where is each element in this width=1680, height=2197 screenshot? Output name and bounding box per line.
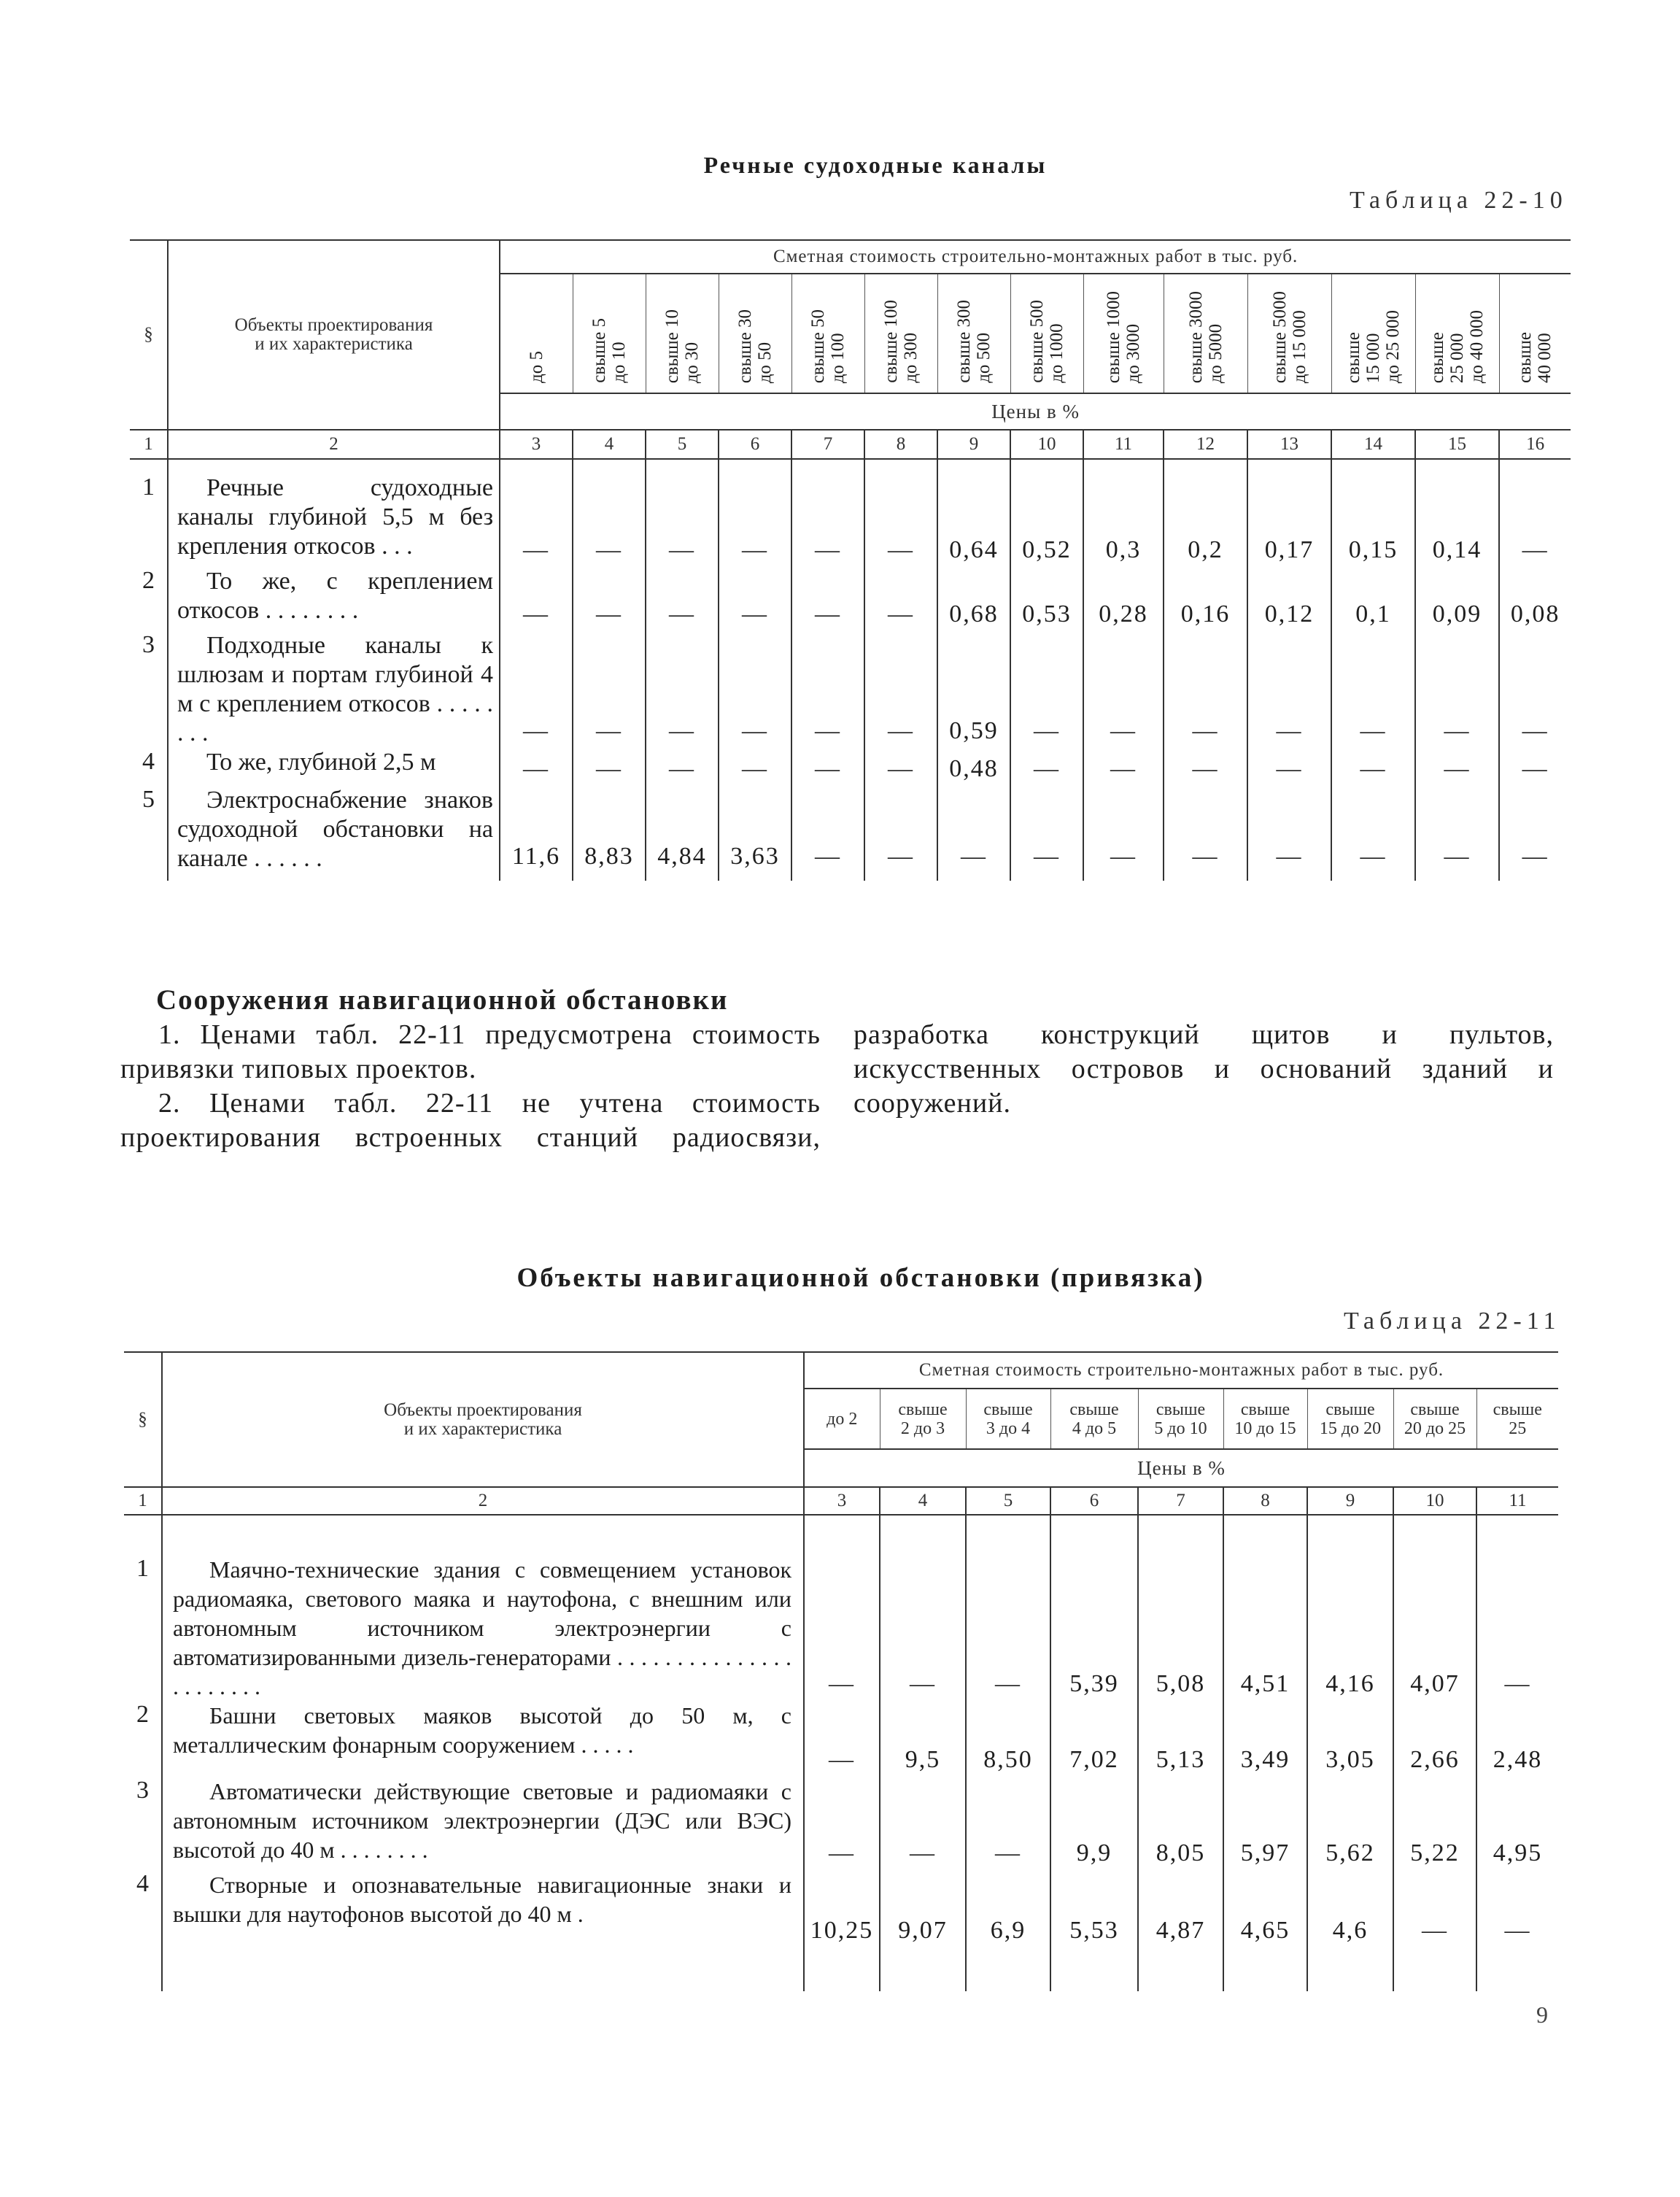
t2-row-description-cell <box>162 1701 804 1777</box>
t2-spacer-cell <box>804 1947 880 1991</box>
t1-value: — <box>500 474 573 567</box>
t1-value: — <box>719 748 791 786</box>
t1-col-number: 8 <box>864 430 937 459</box>
t2-col-number: 6 <box>1050 1487 1138 1515</box>
t1-row-description: То же, с креплением откосов . . . . . . . . <box>177 568 493 624</box>
table2-prices-header: Цены в % <box>804 1449 1558 1487</box>
t2-value: 4,07 <box>1393 1555 1476 1701</box>
t2-col-header <box>966 1389 1050 1449</box>
t1-col-header-text: свыше 25 000 до 40 000 <box>1428 309 1487 383</box>
t1-spacer-cell <box>1247 873 1331 881</box>
t1-spacer-cell <box>1083 873 1164 881</box>
t1-col-header <box>1331 274 1415 393</box>
section-columns <box>120 1018 1554 1157</box>
t1-row-number: 1 <box>142 474 155 501</box>
t1-row-description: Речные судоходные каналы глубиной 5,5 м без крепления откосов . . . <box>177 474 493 560</box>
t1-col-number: 2 <box>168 430 500 459</box>
t2-value: 4,87 <box>1138 1870 1223 1947</box>
t1-value: 0,16 <box>1164 567 1247 631</box>
t1-spacer-cell <box>1331 459 1415 474</box>
t2-value: — <box>804 1701 880 1777</box>
t2-value: — <box>880 1777 966 1870</box>
t1-value: — <box>573 631 646 748</box>
t1-row-number: 2 <box>142 567 155 594</box>
t2-spacer-cell <box>880 1515 966 1555</box>
t1-value: 0,14 <box>1415 474 1499 567</box>
t1-spacer-cell <box>1164 459 1247 474</box>
t2-row-number: 3 <box>136 1777 149 1804</box>
t2-spacer-cell <box>966 1515 1050 1555</box>
t1-row <box>130 748 1571 786</box>
t2-row-description-cell <box>162 1777 804 1870</box>
t1-value: — <box>646 748 719 786</box>
t1-value: — <box>719 631 791 748</box>
table2-section-title: Объекты навигационной обстановки (привязка) <box>516 1263 1205 1293</box>
t1-row-number: 4 <box>142 748 155 775</box>
t1-spacer-cell <box>500 459 573 474</box>
t1-col-header-text: свыше 300 до 500 <box>954 300 994 383</box>
t2-value: 5,39 <box>1050 1555 1138 1701</box>
t1-spacer-cell <box>1247 459 1331 474</box>
t1-value: — <box>573 748 646 786</box>
t1-row-number: 5 <box>142 786 155 813</box>
t1-col-number: 12 <box>1164 430 1247 459</box>
section-paragraph-1: 1. Ценами табл. 22-11 предусмотрена стоимость привязки типовых проектов. <box>120 1019 821 1084</box>
t1-spacer-cell <box>791 459 864 474</box>
t1-col-number: 4 <box>573 430 646 459</box>
t2-value: — <box>1393 1870 1476 1947</box>
t2-value: 4,16 <box>1307 1555 1393 1701</box>
t1-col-number: 10 <box>1010 430 1083 459</box>
t1-value: 0,17 <box>1247 474 1331 567</box>
t2-value: — <box>880 1555 966 1701</box>
t2-value: 8,50 <box>966 1701 1050 1777</box>
t1-col-header <box>646 274 719 393</box>
t1-col-header <box>864 274 937 393</box>
t1-col-header <box>719 274 791 393</box>
t1-value: 0,15 <box>1331 474 1415 567</box>
t1-value: 0,08 <box>1499 567 1571 631</box>
t1-value: — <box>864 786 937 873</box>
t2-row-description-cell <box>162 1555 804 1701</box>
t2-col-header-text: свыше 15 до 20 <box>1319 1399 1382 1438</box>
t1-value: — <box>500 631 573 748</box>
t1-spacer-cell <box>130 459 168 474</box>
t1-row-number: 3 <box>142 631 155 658</box>
t1-col-header <box>1247 274 1331 393</box>
t1-value: — <box>1415 748 1499 786</box>
t2-spacer-cell <box>162 1947 804 1991</box>
t2-value: 10,25 <box>804 1870 880 1947</box>
t1-spacer-cell <box>791 873 864 881</box>
t1-col-header-text: свыше 50 до 100 <box>808 309 848 383</box>
t1-col-header <box>1164 274 1247 393</box>
t1-value: — <box>1415 631 1499 748</box>
t2-value: 4,95 <box>1476 1777 1558 1870</box>
t2-row-number: 2 <box>136 1701 149 1728</box>
t1-value: 0,53 <box>1010 567 1083 631</box>
table1-object-header: Объекты проектирования и их характеристика <box>234 315 433 354</box>
table1-section-title: Речные судоходные каналы <box>703 152 1048 178</box>
t1-spacer-cell <box>1499 459 1571 474</box>
t1-spacer-cell <box>719 873 791 881</box>
t1-col-header-text: свыше 500 до 1000 <box>1027 300 1067 383</box>
t1-value: — <box>500 567 573 631</box>
t1-row-description-cell <box>168 786 500 873</box>
t1-spacer-cell <box>719 459 791 474</box>
t1-value: — <box>1331 786 1415 873</box>
t1-spacer-cell <box>864 459 937 474</box>
t2-row-description-cell <box>162 1870 804 1947</box>
t1-value: 11,6 <box>500 786 573 873</box>
t2-col-header <box>1138 1389 1223 1449</box>
t2-spacer-cell <box>1307 1947 1393 1991</box>
table2-cost-header: Сметная стоимость строительно-монтажных работ в тыс. руб. <box>804 1352 1558 1389</box>
t1-col-number: 6 <box>719 430 791 459</box>
t1-value: 0,2 <box>1164 474 1247 567</box>
t1-value: — <box>573 567 646 631</box>
t2-col-number: 9 <box>1307 1487 1393 1515</box>
t2-spacer-cell <box>1223 1515 1307 1555</box>
t1-spacer-cell <box>1010 873 1083 881</box>
t1-value: — <box>573 474 646 567</box>
t1-value: — <box>1164 748 1247 786</box>
t1-value: — <box>864 748 937 786</box>
t1-value: — <box>1247 786 1331 873</box>
t1-col-header <box>500 274 573 393</box>
t2-spacer-cell <box>162 1515 804 1555</box>
t1-value: 0,64 <box>937 474 1010 567</box>
t2-spacer-cell <box>124 1515 162 1555</box>
t1-value: 0,09 <box>1415 567 1499 631</box>
t2-spacer-cell <box>1138 1947 1223 1991</box>
t1-col-header <box>1499 274 1571 393</box>
t1-spacer-cell <box>1083 459 1164 474</box>
t2-spacer-cell <box>1050 1947 1138 1991</box>
table1-sect-symbol: § <box>130 240 168 430</box>
t2-col-number: 8 <box>1223 1487 1307 1515</box>
t2-spacer-cell <box>1393 1515 1476 1555</box>
t1-value: 4,84 <box>646 786 719 873</box>
t1-spacer-cell <box>864 873 937 881</box>
t1-col-header-text: свыше 5 до 10 <box>589 318 629 383</box>
t1-value: — <box>500 748 573 786</box>
t2-col-header <box>880 1389 966 1449</box>
t2-row <box>124 1870 1558 1947</box>
t1-value: — <box>1083 748 1164 786</box>
t2-col-header-text: свыше 3 до 4 <box>983 1399 1033 1438</box>
page-number: 9 <box>1536 2001 1548 2028</box>
t1-value: — <box>864 631 937 748</box>
t1-col-number: 15 <box>1415 430 1499 459</box>
t1-spacer-cell <box>1164 873 1247 881</box>
t1-value: — <box>1499 786 1571 873</box>
t1-value: 0,3 <box>1083 474 1164 567</box>
t1-spacer-cell <box>130 873 168 881</box>
t2-row-description: Автоматически действующие световые и радиомаяки с автономным источником электроэнергии (ДЭС или ВЭС) высотой до 40 м . . . . . . . . <box>173 1778 791 1863</box>
t2-value: 3,49 <box>1223 1701 1307 1777</box>
t2-value: — <box>1476 1555 1558 1701</box>
t1-col-header <box>937 274 1010 393</box>
t1-value: — <box>1164 786 1247 873</box>
t1-value: 0,12 <box>1247 567 1331 631</box>
t1-spacer-cell <box>1415 459 1499 474</box>
t2-row-number: 1 <box>136 1555 149 1582</box>
t2-col-number: 1 <box>138 1491 147 1510</box>
t2-spacer-cell <box>1393 1947 1476 1991</box>
t1-value: — <box>937 786 1010 873</box>
t1-value: 3,63 <box>719 786 791 873</box>
t1-row <box>130 631 1571 748</box>
t2-col-number: 7 <box>1138 1487 1223 1515</box>
t2-spacer-cell <box>1138 1515 1223 1555</box>
t2-value: 5,62 <box>1307 1777 1393 1870</box>
t2-spacer-cell <box>1050 1515 1138 1555</box>
t2-value: 6,9 <box>966 1870 1050 1947</box>
t1-row-description: То же, глубиной 2,5 м <box>206 749 436 776</box>
t2-value: — <box>804 1555 880 1701</box>
t2-spacer-cell <box>804 1515 880 1555</box>
t1-value: — <box>1010 748 1083 786</box>
t1-value: — <box>791 631 864 748</box>
t2-value: 5,97 <box>1223 1777 1307 1870</box>
t2-value: 2,48 <box>1476 1701 1558 1777</box>
t2-col-header-text: свыше 10 до 15 <box>1234 1399 1296 1438</box>
t2-col-number: 5 <box>966 1487 1050 1515</box>
t1-spacer-cell <box>500 873 573 881</box>
t1-spacer-cell <box>646 459 719 474</box>
t1-spacer-cell <box>1010 459 1083 474</box>
t2-spacer-cell <box>1476 1515 1558 1555</box>
t1-value: — <box>1499 748 1571 786</box>
t2-spacer-cell <box>1476 1947 1558 1991</box>
t1-value: 0,48 <box>937 748 1010 786</box>
t1-col-number: 14 <box>1331 430 1415 459</box>
t1-value: — <box>1499 474 1571 567</box>
t1-value: — <box>1331 631 1415 748</box>
table2-label: Таблица 22-11 <box>1344 1308 1561 1335</box>
t1-spacer-cell <box>573 873 646 881</box>
table-22-10 <box>130 239 1571 881</box>
t2-row-number: 4 <box>136 1870 149 1897</box>
table1-prices-header: Цены в % <box>500 393 1571 430</box>
t1-value: — <box>791 474 864 567</box>
t1-col-header-text: свыше 30 до 50 <box>735 309 775 383</box>
t2-row-description: Створные и опознавательные навигационные знаки и вышки для наутофонов высотой до 40 м . <box>173 1872 791 1927</box>
t2-value: 9,5 <box>880 1701 966 1777</box>
t1-row-description: Подходные каналы к шлюзам и портам глубиной 4 м с креплением откосов . . . . . . . . <box>177 632 493 746</box>
table-22-11 <box>124 1351 1558 1991</box>
t1-col-number: 13 <box>1247 430 1331 459</box>
t2-row <box>124 1701 1558 1777</box>
t1-value: — <box>1083 631 1164 748</box>
t2-value: 7,02 <box>1050 1701 1138 1777</box>
table2-sect-symbol: § <box>124 1352 162 1487</box>
t2-value: — <box>966 1777 1050 1870</box>
t1-col-number: 7 <box>791 430 864 459</box>
t1-value: — <box>646 631 719 748</box>
t2-value: — <box>804 1777 880 1870</box>
t1-col-header-text: свыше 5000 до 15 000 <box>1269 290 1309 383</box>
t2-col-header-text: свыше 5 до 10 <box>1154 1399 1207 1438</box>
t2-col-header-text: свыше 2 до 3 <box>898 1399 948 1438</box>
t1-value: — <box>864 474 937 567</box>
t2-col-number: 3 <box>804 1487 880 1515</box>
table1-cost-header: Сметная стоимость строительно-монтажных работ в тыс. руб. <box>500 240 1571 274</box>
t1-value: 0,59 <box>937 631 1010 748</box>
t2-value: — <box>966 1555 1050 1701</box>
t1-spacer-cell <box>1331 873 1415 881</box>
t1-value: 0,28 <box>1083 567 1164 631</box>
t1-spacer-cell <box>646 873 719 881</box>
t2-col-header <box>804 1389 880 1449</box>
t1-row-description-cell <box>168 631 500 748</box>
t1-value: — <box>1164 631 1247 748</box>
t1-col-header-text: свыше 15 000 до 25 000 <box>1344 309 1403 383</box>
t1-col-header <box>1010 274 1083 393</box>
t1-col-header-text: свыше 40 000 <box>1515 331 1555 383</box>
t1-value: — <box>1247 748 1331 786</box>
t1-spacer-cell <box>937 459 1010 474</box>
t2-col-header-text: свыше 4 до 5 <box>1069 1399 1119 1438</box>
t1-col-header-text: свыше 3000 до 5000 <box>1185 290 1226 383</box>
t2-value: 9,9 <box>1050 1777 1138 1870</box>
t1-value: — <box>1010 631 1083 748</box>
t1-value: — <box>719 474 791 567</box>
t1-value: — <box>791 786 864 873</box>
t1-value: — <box>1010 786 1083 873</box>
t1-value: 0,68 <box>937 567 1010 631</box>
t1-col-number: 16 <box>1499 430 1571 459</box>
table2-object-header: Объекты проектирования и их характеристика <box>384 1399 582 1439</box>
t2-row <box>124 1555 1558 1701</box>
t1-value: — <box>791 748 864 786</box>
section-heading: Сооружения навигационной обстановки <box>156 984 729 1016</box>
t1-value: — <box>719 567 791 631</box>
t1-row <box>130 786 1571 873</box>
t2-value: 9,07 <box>880 1870 966 1947</box>
t2-spacer-cell <box>1307 1515 1393 1555</box>
t1-spacer-cell <box>168 459 500 474</box>
t1-col-number: 3 <box>500 430 573 459</box>
t1-col-header-text: свыше 1000 до 3000 <box>1104 290 1143 383</box>
t1-spacer-cell <box>1499 873 1571 881</box>
t2-spacer-cell <box>966 1947 1050 1991</box>
t2-value: 8,05 <box>1138 1777 1223 1870</box>
t1-value: — <box>791 567 864 631</box>
table1-label: Таблица 22-10 <box>1350 187 1568 214</box>
t1-row-description-cell <box>168 474 500 567</box>
t2-spacer-cell <box>880 1947 966 1991</box>
t1-value: — <box>1247 631 1331 748</box>
t1-col-number: 9 <box>937 430 1010 459</box>
t1-value: — <box>1331 748 1415 786</box>
t1-col-number: 11 <box>1083 430 1164 459</box>
t2-spacer-cell <box>124 1947 162 1991</box>
t2-value: 4,51 <box>1223 1555 1307 1701</box>
t1-value: — <box>864 567 937 631</box>
t2-value: 5,22 <box>1393 1777 1476 1870</box>
t1-col-header <box>791 274 864 393</box>
t2-value: 4,6 <box>1307 1870 1393 1947</box>
t1-value: 8,83 <box>573 786 646 873</box>
t1-col-number: 5 <box>646 430 719 459</box>
t1-spacer-cell <box>573 459 646 474</box>
t1-col-header-text: до 5 <box>526 351 546 383</box>
t1-spacer-cell <box>937 873 1010 881</box>
t1-row <box>130 474 1571 567</box>
section-paragraph-2: 2. Ценами табл. 22-11 не учтена стоимость проектирования встроенных станций радиосвязи, разработка конструкций щитов и пультов, искусственных островов и оснований зданий и сооружений. <box>120 1019 1554 1153</box>
t2-value: 5,13 <box>1138 1701 1223 1777</box>
t2-col-header-text: до 2 <box>827 1409 858 1429</box>
t1-row <box>130 567 1571 631</box>
t1-spacer-cell <box>168 873 500 881</box>
t2-row <box>124 1777 1558 1870</box>
t2-col-header <box>1223 1389 1307 1449</box>
t1-row-description: Электроснабжение знаков судоходной обстановки на канале . . . . . . <box>177 787 493 872</box>
t1-col-header-text: свыше 100 до 300 <box>881 300 921 383</box>
t1-col-header <box>1083 274 1164 393</box>
t1-col-header-text: свыше 10 до 30 <box>662 309 702 383</box>
t1-spacer-cell <box>1415 873 1499 881</box>
t1-row-description-cell <box>168 567 500 631</box>
t2-col-header <box>1050 1389 1138 1449</box>
t2-col-header <box>1307 1389 1393 1449</box>
t2-col-number: 2 <box>162 1487 804 1515</box>
t1-col-header <box>573 274 646 393</box>
t2-value: 2,66 <box>1393 1701 1476 1777</box>
t2-col-header-text: свыше 25 <box>1493 1399 1542 1438</box>
t1-value: — <box>1499 631 1571 748</box>
t2-spacer-cell <box>1223 1947 1307 1991</box>
t2-value: 3,05 <box>1307 1701 1393 1777</box>
t2-value: 5,08 <box>1138 1555 1223 1701</box>
t2-col-number: 4 <box>880 1487 966 1515</box>
t2-col-header-text: свыше 20 до 25 <box>1404 1399 1466 1438</box>
t1-col-number: 1 <box>144 434 153 454</box>
t2-col-header <box>1393 1389 1476 1449</box>
t2-row-description: Маячно-технические здания с совмещением установок радиомаяка, светового маяка и наутофона, с внешним или автономным источником электроэнергии с автоматизированными дизель-генераторами . . . . . . . . . . . . . . . . . . . . . . . <box>173 1556 791 1699</box>
t2-row-description: Башни световых маяков высотой до 50 м, с металлическим фонарным сооружением . . . . . <box>173 1702 791 1758</box>
t1-value: — <box>646 567 719 631</box>
t1-value: — <box>646 474 719 567</box>
t2-value: 4,65 <box>1223 1870 1307 1947</box>
t1-value: — <box>1415 786 1499 873</box>
t2-col-number: 11 <box>1476 1487 1558 1515</box>
t1-value: 0,52 <box>1010 474 1083 567</box>
t2-value: 5,53 <box>1050 1870 1138 1947</box>
t1-value: 0,1 <box>1331 567 1415 631</box>
t2-value: — <box>1476 1870 1558 1947</box>
t1-row-description-cell <box>168 748 500 786</box>
t1-col-header <box>1415 274 1499 393</box>
t2-col-header <box>1476 1389 1558 1449</box>
t1-value: — <box>1083 786 1164 873</box>
t2-col-number: 10 <box>1393 1487 1476 1515</box>
